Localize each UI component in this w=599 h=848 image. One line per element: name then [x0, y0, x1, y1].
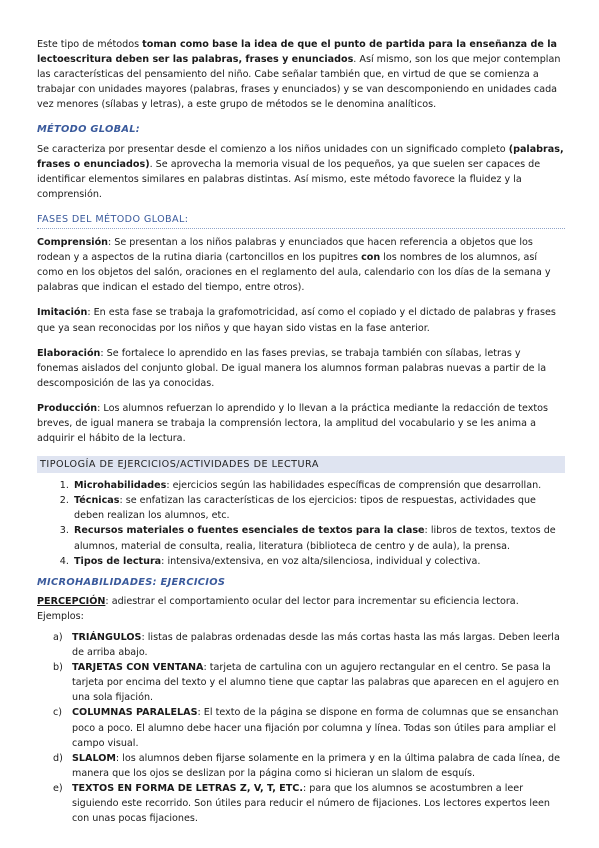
intro-text-2: . Así mismo, son los que mejor contemplan las características del pensamiento del niño. Cabe señalar también que, en virtud de que se comienza a trabajar con unidades mayores (palabras, frases y enunciados) y se van descomponiendo en unidades cada vez menores (sílabas y letras), a este grupo de métodos se le denomina analíticos.: [37, 54, 561, 111]
list-item: [72, 493, 565, 523]
tipologia-list: [37, 478, 565, 569]
intro-text-1: Este tipo de métodos: [37, 39, 143, 50]
document-page: [37, 37, 565, 826]
microhabilidades-heading: MICROHABILIDADES: EJERCICIOS: [37, 576, 226, 588]
fase-text: : En esta fase se trabaja la grafomotricidad, así como el copiado y el dictado de palabras y frases que ya sean reconocidas por los niños y que hayan sido vistas en la fase anterior.: [37, 307, 556, 334]
list-item: [53, 705, 565, 750]
list-item-text: : se enfatizan las características de los ejercicios: tipos de respuestas, actividades que deben realizan los alumnos, etc.: [74, 495, 536, 522]
list-item: [72, 554, 565, 569]
list-item-term: COLUMNAS PARALELAS: [72, 707, 198, 719]
list-item-text: : El texto de la página se dispone en forma de columnas que se ensanchan poco a poco. El alumno debe hacer una fijación por columna y línea. Todas son útiles para ampliar el campo visual.: [72, 707, 559, 749]
list-item: [72, 523, 565, 553]
metodo-global-bold-text: (palabras, frases o enunciados): [37, 143, 564, 170]
list-marker: d): [53, 752, 63, 764]
ejemplos-list: [37, 630, 565, 826]
list-marker: c): [53, 707, 63, 719]
fase-bold-inline: con: [361, 252, 381, 264]
list-item-text: : intensiva/extensiva, en voz alta/silenciosa, individual y colectiva.: [161, 555, 481, 567]
metodo-global-text-2: . Se aprovecha la memoria visual de los pequeños, ya que suelen ser capaces de identificar elementos similares en palabras distintas. Así mismo, este método favorece la fluidez y la comprensión.: [37, 158, 541, 200]
list-item-text: : ejercicios según las habilidades específicas de comprensión que desarrollan.: [166, 480, 542, 492]
list-item-term: SLALOM: [72, 752, 116, 764]
list-item-term: TRIÁNGULOS: [72, 632, 142, 643]
fases-heading: FASES DEL MÉTODO GLOBAL:: [37, 212, 565, 229]
list-item-text: : libros de textos, textos de alumnos, material de consulta, realia, literatura (biblioteca de centro y de aula), la prensa.: [74, 525, 556, 552]
tipologia-heading: TIPOLOGÍA DE EJERCICIOS/ACTIVIDADES DE LECTURA: [37, 456, 565, 473]
intro-bold-text: toman como base la idea de que el punto de partida para la enseñanza de la lectoescritura deben ser las palabras, frases y enunciados: [37, 39, 557, 66]
list-item-text: : listas de palabras ordenadas desde las más cortas hasta las más largas. Deben leerla de arriba abajo.: [72, 632, 560, 659]
fase-text: : Se presentan a los niños palabras y enunciados que hacen referencia a objetos que los rodean y a aspectos de la rutina diaria (cartoncillos en los pupitres: [37, 237, 533, 264]
fase-term: Comprensión: [37, 237, 108, 249]
list-item-term: TEXTOS EN FORMA DE LETRAS Z, V, T, ETC.: [72, 782, 303, 794]
metodo-global-paragraph: [37, 142, 565, 202]
list-item: [53, 630, 565, 660]
intro-paragraph: [37, 37, 565, 112]
list-item: [53, 751, 565, 781]
fase-term: Producción: [37, 402, 98, 414]
fase-imitacion: [37, 305, 565, 335]
list-marker: b): [53, 662, 63, 674]
list-item-term: Técnicas: [74, 495, 120, 507]
fase-term: Imitación: [37, 307, 88, 319]
percepcion-paragraph: [37, 594, 565, 624]
fase-term: Elaboración: [37, 347, 101, 359]
list-item-text: : para que los alumnos se acostumbren a leer siguiendo este recorrido. Son útiles para reducir el número de fijaciones. Los lectores expertos leen con unas pocas fijaciones.: [72, 782, 550, 825]
list-marker: e): [53, 782, 63, 794]
list-item-term: Microhabilidades: [74, 480, 167, 492]
list-item-text: : los alumnos deben fijarse solamente en la primera y en la última palabra de cada línea, de manera que los ojos se deslizan por la página como si hicieran un slalom de esquís.: [72, 752, 561, 779]
list-item: [53, 660, 565, 705]
metodo-global-heading: MÉTODO GLOBAL:: [37, 124, 140, 136]
list-item-term: Tipos de lectura: [74, 555, 162, 567]
percepcion-term: PERCEPCIÓN: [37, 595, 106, 607]
list-item: [53, 781, 565, 826]
fase-text: : Los alumnos refuerzan lo aprendido y lo llevan a la práctica mediante la redacción de textos breves, de igual manera se trabaja la comprensión lectora, la amplitud del vocabulario y se les anima a adquirir el hábito de la lectura.: [37, 402, 549, 445]
fase-text-2: los nombres de los alumnos, así como en los objetos del salón, oraciones en el reglamento del aula, calendario con los días de la semana y palabras que indican el estado del tiempo, entre otros).: [37, 252, 551, 294]
list-item-text: : tarjeta de cartulina con un agujero rectangular en el centro. Se pasa la tarjeta por encima del texto y el alumno tiene que captar las palabras que aparecen en el agujero en una sola fijación.: [72, 662, 560, 704]
fase-produccion: [37, 401, 565, 446]
percepcion-text: : adiestrar el comportamiento ocular del lector para incrementar su eficiencia lectora. Ejemplos:: [37, 595, 519, 622]
list-item-term: TARJETAS CON VENTANA: [72, 662, 204, 674]
metodo-global-text-1: Se caracteriza por presentar desde el comienzo a los niños unidades con un significado completo: [37, 143, 509, 155]
fase-text: : Se fortalece lo aprendido en las fases previas, se trabaja también con sílabas, letras y fonemas aislados del conjunto global. De igual manera los alumnos forman palabras nuevas a partir de la descomposición de las ya conocidas.: [37, 347, 547, 389]
list-item-term: Recursos materiales o fuentes esenciales de textos para la clase: [74, 525, 425, 537]
fase-elaboracion: [37, 346, 565, 391]
list-item: [72, 478, 565, 493]
list-marker: a): [53, 632, 63, 643]
fase-comprension: [37, 235, 565, 295]
